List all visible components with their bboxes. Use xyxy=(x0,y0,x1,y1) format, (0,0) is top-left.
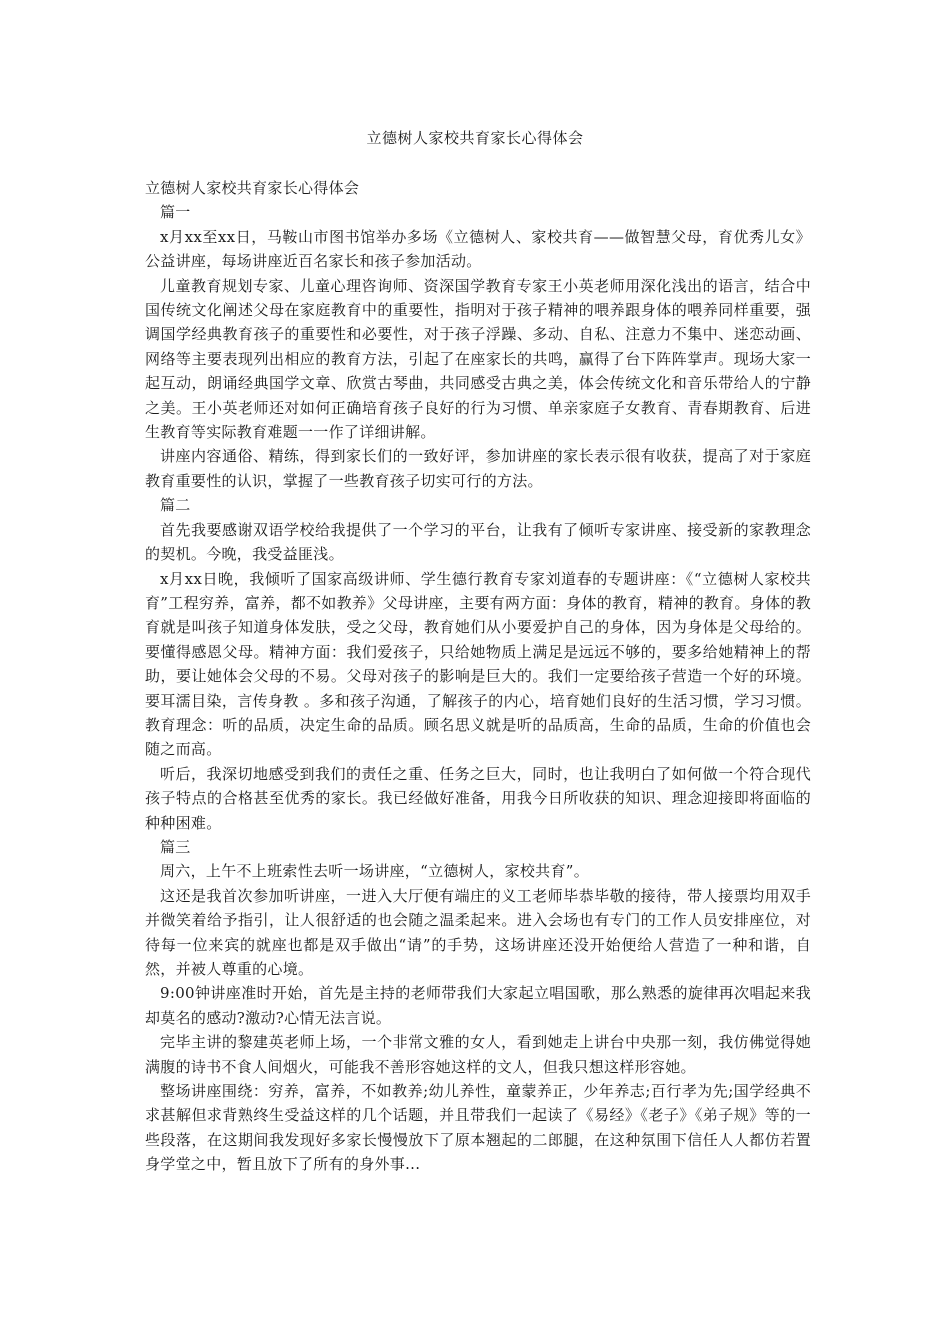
paragraph: 讲座内容通俗、精练，得到家长们的一致好评，参加讲座的家长表示很有收获，提高了对于家庭教育重要性的认识，掌握了一些教育孩子切实可行的方法。 xyxy=(145,447,811,490)
paragraph: 首先我要感谢双语学校给我提供了一个学习的平台，让我有了倾听专家讲座、接受新的家教理念的契机。今晚，我受益匪浅。 xyxy=(145,520,811,564)
paragraph: 整场讲座围绕：穷养，富养，不如教养;幼儿养性，童蒙养正，少年养志;百行孝为先;国学经典不求甚解但求背熟终生受益这样的几个话题，并且带我们一起读了《易经》《老子》《弟子规》等的一些段落，在这期间我发现好多家长慢慢放下了原本翘起的二郎腿，在这种氛围下信任人人都仿若置身学堂之中，暂且放下了所有的身外事... xyxy=(145,1082,811,1174)
paragraph: 完毕主讲的黎建英老师上场，一个非常文雅的女人，看到她走上讲台中央那一刻，我仿佛觉得她满腹的诗书不食人间烟火，可能我不善形容她这样的文人，但我只想这样形容她。 xyxy=(145,1033,811,1076)
paragraph: 这还是我首次参加听讲座，一进入大厅便有端庄的义工老师毕恭毕敬的接待，带人接票均用双手并微笑着给予指引，让人很舒适的也会随之温柔起来。进入会场也有专门的工作人员安排座位，对待每一位来宾的就座也都是双手做出“请”的手势，这场讲座还没开始便给人营造了一种和谐，自然，并被人尊重的心境。 xyxy=(145,886,811,978)
section-heading-2: 篇二 xyxy=(160,496,191,515)
paragraph: 听后，我深切地感受到我们的责任之重、任务之巨大，同时，也让我明白了如何做一个符合现代孩子特点的合格甚至优秀的家长。我已经做好准备，用我今日所收获的知识、理念迎接即将面临的种种困难。 xyxy=(145,764,811,832)
paragraph: 9:00钟讲座准时开始，首先是主持的老师带我们大家起立唱国歌，那么熟悉的旋律再次唱起来我却莫名的感动?激动?心情无法言说。 xyxy=(145,984,811,1027)
document-body xyxy=(145,176,811,1177)
section-heading-1: 篇一 xyxy=(160,203,191,222)
paragraph: x月xx日晚，我倾听了国家高级讲师、学生德行教育专家刘道春的专题讲座：《“立德树人家校共育”工程穷养，富养，都不如教养》父母讲座，主要有两方面：身体的教育，精神的教育。身体的教育就是叫孩子知道身体发肤，受之父母，教育她们从小要爱护自己的身体，因为身体是父母给的。要懂得感恩父母。精神方面：我们爱孩子，只给她物质上满足是远远不够的，要多给她精神上的帮助，要让她体会父母的不易。父母对孩子的影响是巨大的。我们一定要给孩子营造一个好的环境。要耳濡目染，言传身教 。多和孩子沟通，了解孩子的内心，培育她们良好的生活习惯，学习习惯。教育理念：听的品质，决定生命的品质。顾名思义就是听的品质高，生命的品质，生命的价值也会随之而高。 xyxy=(145,569,811,759)
document-title: 立德树人家校共育家长心得体会 xyxy=(366,129,584,147)
document-subtitle: 立德树人家校共育家长心得体会 xyxy=(145,179,360,197)
section-heading-3: 篇三 xyxy=(160,837,191,856)
paragraph: 儿童教育规划专家、儿童心理咨询师、资深国学教育专家王小英老师用深化浅出的语言，结合中国传统文化阐述父母在家庭教育中的重要性，指明对于孩子精神的喂养跟身体的喂养同样重要，强调国学经典教育孩子的重要性和必要性，对于孩子浮躁、多动、自私、注意力不集中、迷恋动画、网络等主要表现列出相应的教育方法，引起了在座家长的共鸣，赢得了台下阵阵掌声。现场大家一起互动，朗诵经典国学文章、欣赏古琴曲，共同感受古典之美，体会传统文化和音乐带给人的宁静之美。王小英老师还对如何正确培育孩子良好的行为习惯、单亲家庭子女教育、青春期教育、后进生教育等实际教育难题一一作了详细讲解。 xyxy=(145,276,811,442)
paragraph: 周六，上午不上班索性去听一场讲座，“立德树人，家校共育”。 xyxy=(160,862,590,881)
paragraph: x月xx至xx日，马鞍山市图书馆举办多场《立德树人、家校共育——做智慧父母，育优秀儿女》公益讲座，每场讲座近百名家长和孩子参加活动。 xyxy=(145,227,811,271)
